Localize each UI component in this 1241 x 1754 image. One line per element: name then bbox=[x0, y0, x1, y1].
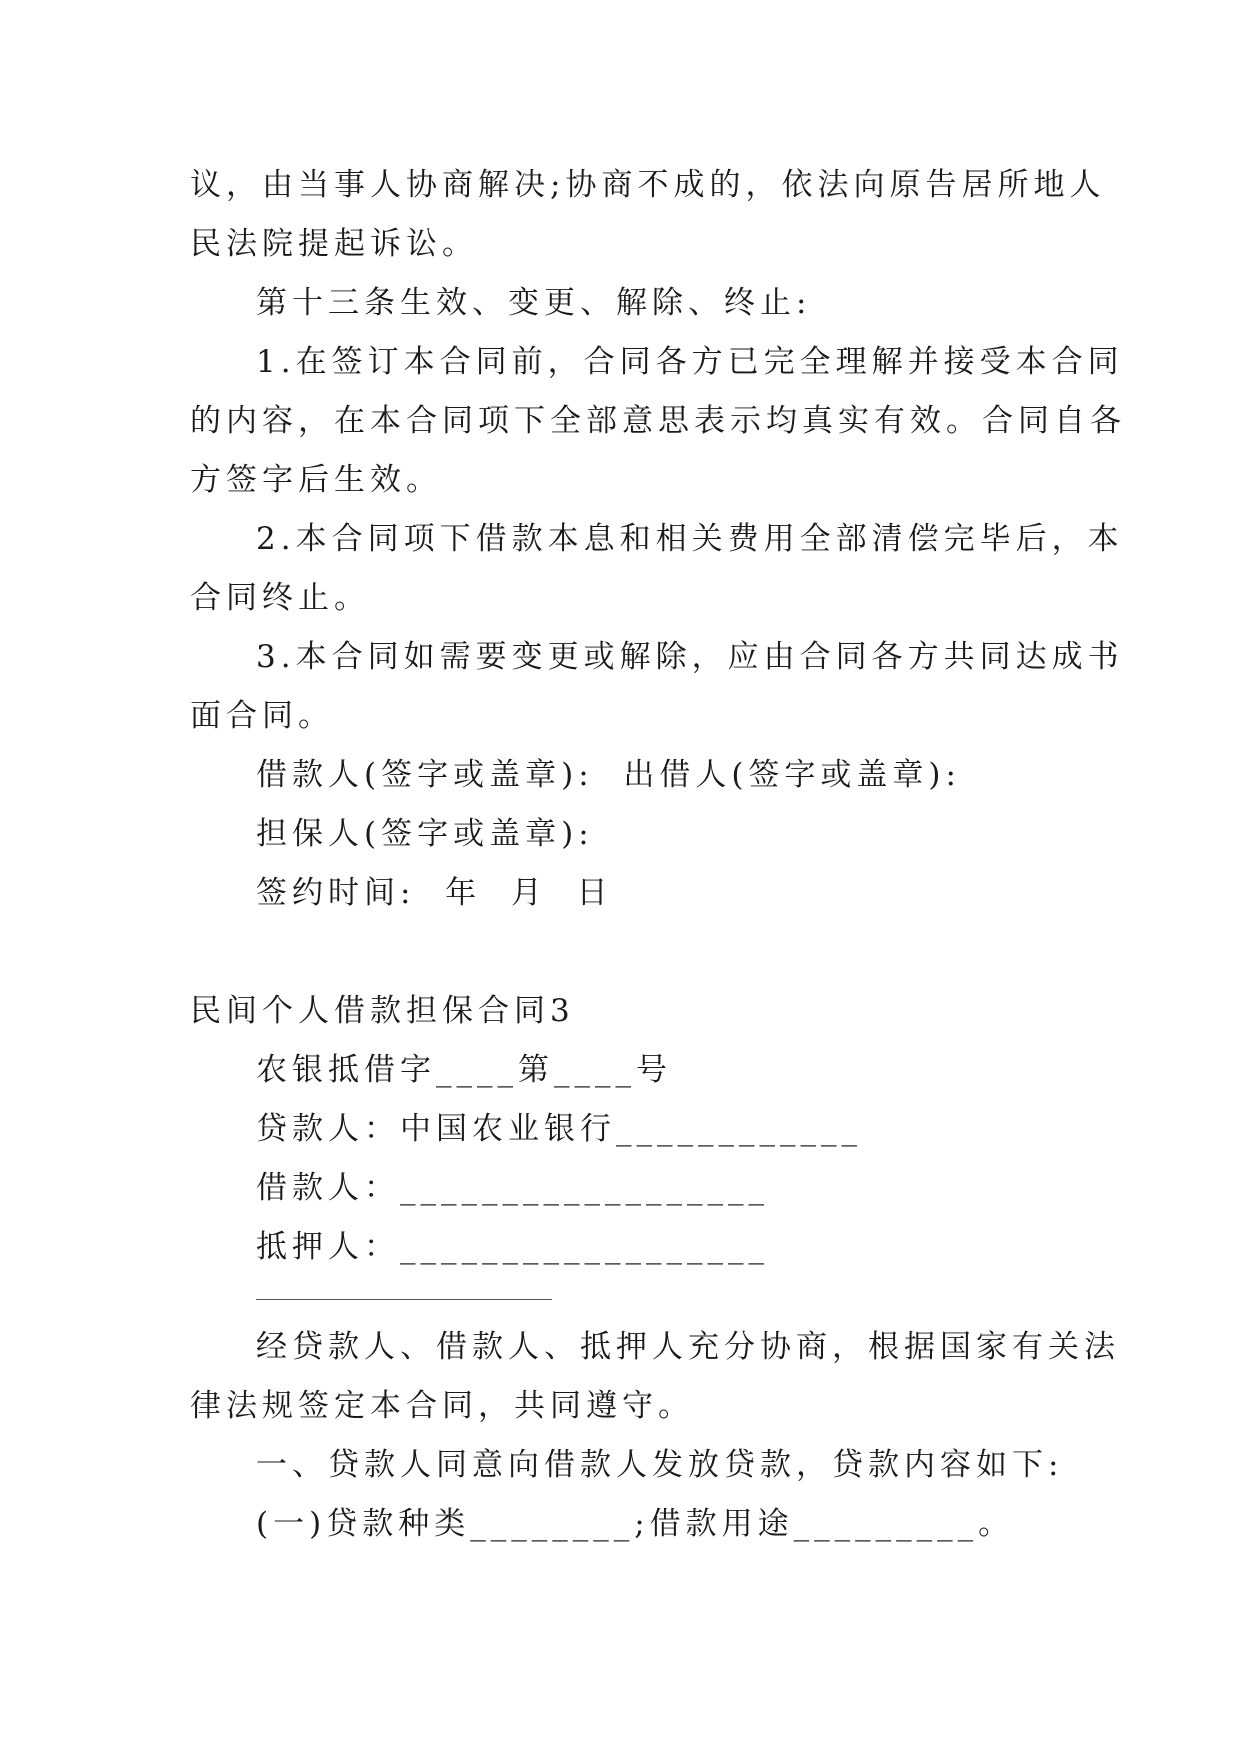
contract-number: 农银抵借字____第____号 bbox=[256, 1052, 672, 1088]
document-3-title: 民间个人借款担保合同3 bbox=[190, 993, 575, 1029]
clause-1-line-2: 的内容，在本合同项下全部意思表示均真实有效。合同自各 bbox=[190, 403, 1126, 439]
preamble-line-2: 律法规签定本合同，共同遵守。 bbox=[190, 1388, 694, 1424]
borrower-field: 借款人：__________________ bbox=[256, 1170, 769, 1206]
article-13-heading: 第十三条生效、变更、解除、终止: bbox=[256, 285, 812, 321]
blank-fill-line bbox=[256, 1299, 552, 1300]
clause-1-line-3: 方签字后生效。 bbox=[190, 462, 442, 498]
clause-3-line-1: 3.本合同如需要变更或解除，应由合同各方共同达成书 bbox=[256, 639, 1124, 675]
mortgagor-field: 抵押人：__________________ bbox=[256, 1229, 769, 1265]
section-1-heading: 一、贷款人同意向借款人发放贷款，贷款内容如下: bbox=[256, 1447, 1064, 1483]
signing-date: 签约时间: 年 月 日 bbox=[256, 875, 613, 911]
clause-2-line-2: 合同终止。 bbox=[190, 580, 370, 616]
loan-type-purpose: (一)贷款种类________;借款用途_________。 bbox=[256, 1506, 1015, 1542]
clause-3-line-2: 面合同。 bbox=[190, 698, 334, 734]
paragraph-dispute-line-1: 议，由当事人协商解决;协商不成的，依法向原告居所地人 bbox=[190, 167, 1106, 203]
lender-field: 贷款人：中国农业银行____________ bbox=[256, 1111, 862, 1147]
clause-1-line-1: 1.在签订本合同前，合同各方已完全理解并接受本合同 bbox=[256, 344, 1124, 380]
signature-guarantor: 担保人(签字或盖章): bbox=[256, 816, 594, 852]
signature-borrower-lender: 借款人(签字或盖章): 出借人(签字或盖章): bbox=[256, 757, 961, 793]
clause-2-line-1: 2.本合同项下借款本息和相关费用全部清偿完毕后，本 bbox=[256, 521, 1124, 557]
paragraph-dispute-line-2: 民法院提起诉讼。 bbox=[190, 226, 478, 262]
preamble-line-1: 经贷款人、借款人、抵押人充分协商，根据国家有关法 bbox=[256, 1329, 1120, 1365]
